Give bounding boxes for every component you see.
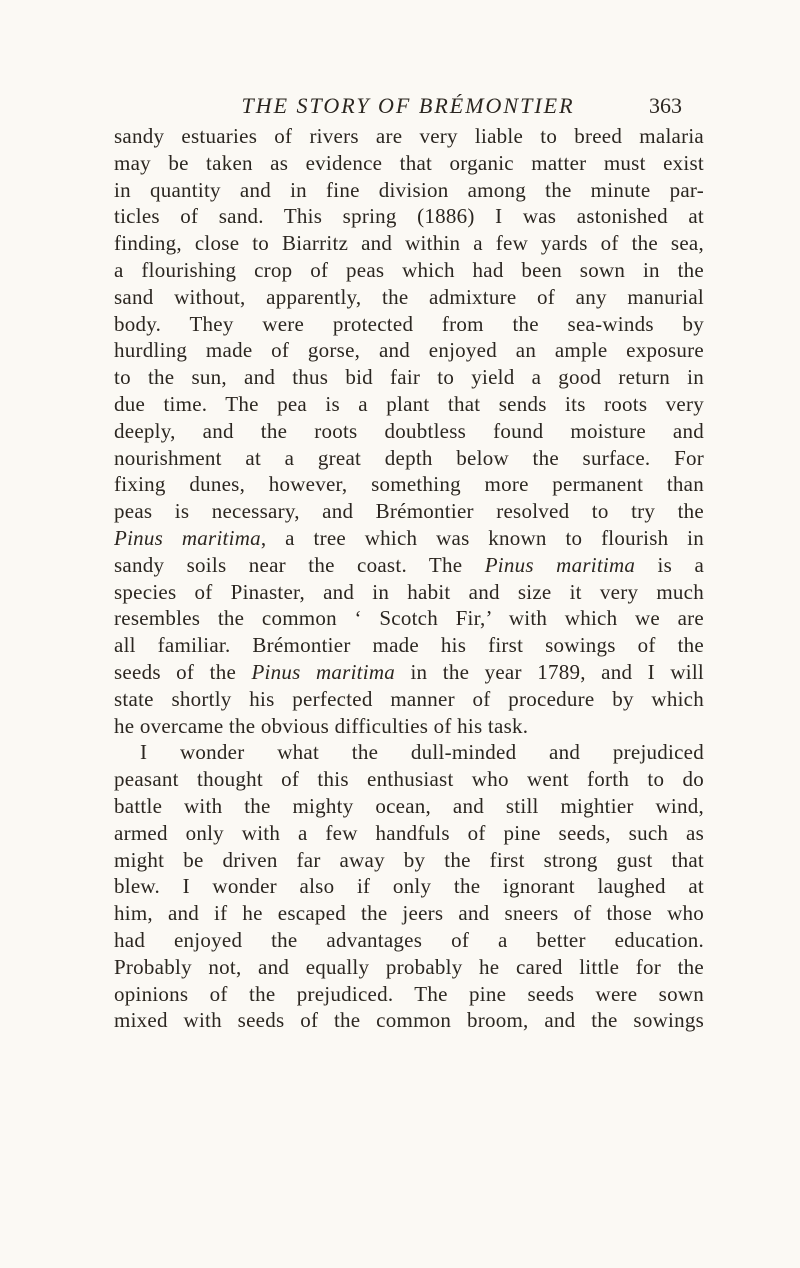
text-segment: ticles of sand. This spring (1886) I was astonished at (114, 204, 704, 229)
text-segment: all familiar. Brémontier made his first sowings of the (114, 633, 704, 658)
text-line (114, 525, 704, 552)
text-line (114, 1007, 704, 1034)
text-segment: him, and if he escaped the jeers and sneers of those who (114, 901, 704, 926)
text-segment: had enjoyed the advantages of a better education. (114, 927, 704, 952)
text-segment: is a (635, 552, 704, 577)
text-line (114, 659, 704, 686)
running-title: THE STORY OF BRÉMONTIER (241, 93, 575, 118)
text-line (114, 445, 704, 472)
text-segment: may be taken as evidence that organic matter must exist (114, 150, 704, 175)
text-line (114, 873, 704, 900)
text-line (114, 847, 704, 874)
text-segment: battle with the mighty ocean, and still mightier wind, (114, 793, 704, 818)
text-line (114, 900, 704, 927)
text-line (114, 230, 704, 257)
text-segment: peasant thought of this enthusiast who went forth to do (114, 767, 704, 792)
text-segment: blew. I wonder also if only the ignorant laughed at (114, 874, 704, 899)
text-line (114, 311, 704, 338)
text-line (114, 954, 704, 981)
text-line (114, 150, 704, 177)
text-segment: I wonder what the dull-minded and prejudiced (140, 740, 704, 765)
italic-text-segment: Pinus maritima (251, 659, 396, 684)
italic-text-segment: Pinus maritima (114, 525, 261, 550)
text-segment: armed only with a few handfuls of pine seeds, such as (114, 820, 704, 845)
text-line (114, 203, 704, 230)
text-segment: nourishment at a great depth below the surface. For (114, 445, 704, 470)
text-segment: to the sun, and thus bid fair to yield a good return in (114, 365, 704, 390)
text-segment: species of Pinaster, and in habit and size it very much (114, 579, 704, 604)
italic-text-segment: Pinus maritima (484, 552, 636, 577)
text-segment: he overcame the obvious difficulties of his task. (114, 713, 529, 738)
text-line (114, 498, 704, 525)
text-segment: sand without, apparently, the admixture of any manurial (114, 284, 704, 309)
text-segment: sandy estuaries of rivers are very liable to breed malaria (114, 124, 704, 148)
text-line (114, 632, 704, 659)
text-line (114, 927, 704, 954)
text-line (114, 793, 704, 820)
text-line (114, 123, 704, 150)
body-text (114, 123, 704, 1034)
text-line (114, 284, 704, 311)
text-line (114, 391, 704, 418)
text-line (114, 713, 704, 740)
page-number: 363 (649, 93, 682, 118)
text-segment: , a tree which was known to flourish in (260, 525, 704, 550)
text-segment: fixing dunes, however, something more permanent than (114, 472, 704, 497)
text-line (114, 471, 704, 498)
text-line (114, 605, 704, 632)
text-segment: a flourishing crop of peas which had been sown in the (114, 257, 704, 282)
text-line (114, 739, 704, 766)
text-segment: in quantity and in fine division among the minute par- (114, 177, 704, 202)
text-segment: deeply, and the roots doubtless found moisture and (114, 418, 704, 443)
text-segment: resembles the common ‘ Scotch Fir,’ with which we are (114, 606, 704, 631)
text-segment: might be driven far away by the first strong gust that (114, 847, 704, 872)
text-line (114, 820, 704, 847)
text-segment: finding, close to Biarritz and within a few yards of the sea, (114, 231, 704, 256)
text-segment: in the year 1789, and I will (395, 659, 704, 684)
text-segment: state shortly his perfected manner of procedure by which (114, 686, 704, 711)
text-segment: hurdling made of gorse, and enjoyed an ample exposure (114, 338, 704, 363)
text-line (114, 552, 704, 579)
text-segment: due time. The pea is a plant that sends its roots very (114, 391, 704, 416)
text-line (114, 981, 704, 1008)
text-segment: mixed with seeds of the common broom, and the sowings (114, 1008, 704, 1033)
text-segment: Probably not, and equally probably he cared little for the (114, 954, 704, 979)
text-line (114, 418, 704, 445)
text-line (114, 257, 704, 284)
text-line (114, 177, 704, 204)
text-segment: opinions of the prejudiced. The pine seeds were sown (114, 981, 704, 1006)
text-segment: body. They were protected from the sea-winds by (114, 311, 704, 336)
text-segment: peas is necessary, and Brémontier resolved to try the (114, 499, 704, 524)
text-line (114, 579, 704, 606)
text-line (114, 364, 704, 391)
text-segment: sandy soils near the coast. The (114, 552, 485, 577)
text-line (114, 337, 704, 364)
text-segment: seeds of the (114, 659, 252, 684)
text-line (114, 766, 704, 793)
text-line (114, 686, 704, 713)
